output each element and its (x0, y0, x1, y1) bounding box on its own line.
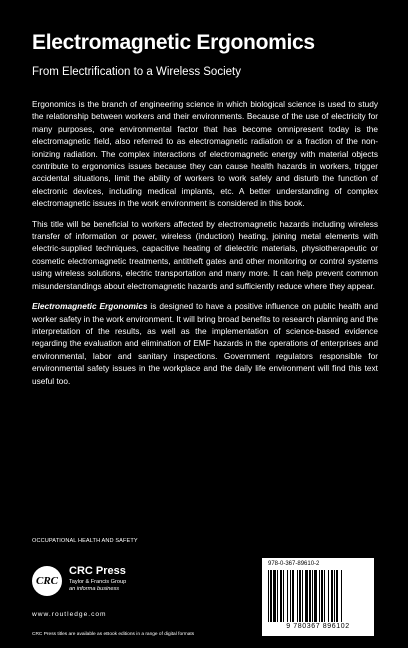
book-title: Electromagnetic Ergonomics (32, 31, 315, 54)
blurb-paragraph-1: Ergonomics is the branch of engineering science in which biological science is used to study the relationship between workers and their environments. Because of the use of electricity for many purposes, one environmental factor that has become omnipresent today is the electromagnetic field, also referred to as electromagnetic radiation or a fraction of the non-ionizing radiation. The complex interactions of electromagnetic energy with material objects contribute to ergonomics issues because they can cause health hazards in workers, trigger accidental situations, limit the ability of workers to work safely and disturb the function of electronic devices, including medical implants, etc. A better understanding of complex electromagnetic issues in the work environment is considered in this book. (32, 99, 378, 209)
blurb-paragraph-2: This title will be beneficial to workers affected by electromagnetic hazards including wireless transfer of information or power, wireless (induction) heating, joining metal elements with electric-supplied techniques, capacitive heating of dielectric materials, physiotherapeutic or cosmetic electromagnetic treatments, antitheft gates and other monitoring or control systems using wireless solutions, electric transportation and many more. It can help prevent common misunderstandings about electromagnetic hazards and sufficiently reduce where they appear. (32, 218, 378, 291)
publisher-group: Taylor & Francis Group (69, 579, 127, 585)
blurb-paragraph-3-text: is designed to have a positive influence on public health and worker safety in the work environment. It will bring broad benefits to research planning and the interpretation of the results, as well as the implementation of science-based evidence regarding the evaluation and elimination of EMF hazards in the operations of enterprises and environmental, labor and sanitary inspections. Government regulators responsible for environmental safety issues in the workplace and the daily life environment will find this text useful too. (32, 301, 378, 386)
isbn-number: 978-0-367-89610-2 (268, 561, 320, 567)
publisher-name: CRC Press (69, 565, 126, 577)
publisher-tagline: an informa business (69, 586, 120, 592)
book-title-emphasis: Electromagnetic Ergonomics (32, 301, 148, 312)
publisher-logo (32, 564, 212, 604)
blurb-paragraph-3 (32, 300, 378, 387)
subject-category: OCCUPATIONAL HEALTH AND SAFETY (32, 538, 138, 544)
book-subtitle: From Electrification to a Wireless Society (32, 66, 241, 78)
isbn-barcode-panel (262, 558, 374, 636)
crc-logo-icon: CRC (32, 566, 62, 596)
publisher-website[interactable]: www.routledge.com (32, 611, 107, 618)
barcode-icon (266, 570, 370, 622)
ebook-note: CRC Press titles are available as eBook editions in a range of digital formats (32, 632, 195, 637)
back-cover-blurb (32, 98, 378, 395)
barcode-digits: 9 780367 896102 (286, 623, 350, 630)
